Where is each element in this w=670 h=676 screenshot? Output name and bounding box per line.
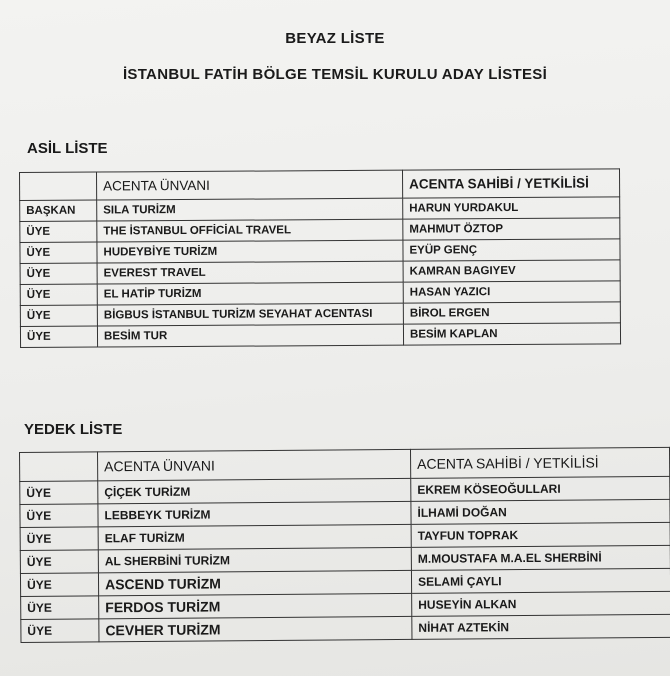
role-cell: ÜYE bbox=[20, 481, 98, 505]
table-row bbox=[21, 614, 670, 642]
agency-cell: ÇİÇEK TURİZM bbox=[98, 478, 411, 503]
role-column-header bbox=[20, 452, 98, 482]
owner-cell: MAHMUT ÖZTOP bbox=[403, 218, 620, 240]
table-header-row bbox=[20, 169, 620, 201]
owner-cell: BİROL ERGEN bbox=[403, 302, 620, 324]
agency-cell: AL SHERBİNİ TURİZM bbox=[98, 547, 411, 572]
agency-cell: FERDOS TURİZM bbox=[99, 593, 412, 618]
agency-cell: LEBBEYK TURİZM bbox=[98, 501, 411, 526]
owner-cell: HARUN YURDAKUL bbox=[403, 197, 620, 219]
role-cell: ÜYE bbox=[20, 305, 97, 326]
owner-cell: M.MOUSTAFA M.A.EL SHERBİNİ bbox=[411, 545, 670, 570]
agency-cell: ASCEND TURİZM bbox=[98, 570, 411, 595]
role-cell: ÜYE bbox=[20, 221, 97, 242]
document-subtitle: İSTANBUL FATİH BÖLGE TEMSİL KURULU ADAY LİSTESİ bbox=[122, 66, 548, 83]
role-cell: ÜYE bbox=[21, 619, 99, 643]
agency-cell: HUDEYBİYE TURİZM bbox=[97, 240, 403, 263]
owner-cell: EYÜP GENÇ bbox=[403, 239, 620, 261]
agency-cell: BESİM TUR bbox=[97, 324, 403, 347]
yedek-list-table bbox=[19, 447, 670, 643]
owner-cell: HASAN YAZICI bbox=[403, 281, 620, 303]
agency-cell: THE İSTANBUL OFFİCİAL TRAVEL bbox=[97, 219, 403, 242]
owner-cell: KAMRAN BAGIYEV bbox=[403, 260, 620, 282]
yedek-list-heading: YEDEK LİSTE bbox=[24, 421, 123, 438]
asil-list-heading: ASİL LİSTE bbox=[27, 140, 108, 157]
role-cell: ÜYE bbox=[20, 504, 98, 528]
agency-cell: BİGBUS İSTANBUL TURİZM SEYAHAT ACENTASI bbox=[97, 303, 403, 326]
role-cell: ÜYE bbox=[20, 550, 98, 574]
agency-cell: ELAF TURİZM bbox=[98, 524, 411, 549]
owner-cell: HUSEYİN ALKAN bbox=[412, 591, 670, 616]
agency-cell: EL HATİP TURİZM bbox=[97, 282, 403, 305]
role-cell: ÜYE bbox=[20, 242, 97, 263]
role-cell: ÜYE bbox=[20, 527, 98, 551]
document-title: BEYAZ LİSTE bbox=[285, 30, 385, 47]
role-cell: ÜYE bbox=[20, 263, 97, 284]
owner-column-header: ACENTA SAHİBİ / YETKİLİSİ bbox=[402, 169, 619, 198]
owner-column-header: ACENTA SAHİBİ / YETKİLİSİ bbox=[410, 447, 669, 478]
role-cell: BAŞKAN bbox=[20, 200, 97, 221]
role-cell: ÜYE bbox=[20, 284, 97, 305]
owner-cell: SELAMİ ÇAYLI bbox=[411, 568, 670, 593]
asil-list-table bbox=[19, 168, 621, 348]
role-cell: ÜYE bbox=[21, 596, 99, 620]
agency-column-header: ACENTA ÜNVANI bbox=[97, 170, 403, 200]
agency-cell: EVEREST TRAVEL bbox=[97, 261, 403, 284]
owner-cell: TAYFUN TOPRAK bbox=[411, 522, 670, 547]
agency-column-header: ACENTA ÜNVANI bbox=[98, 449, 411, 480]
owner-cell: İLHAMİ DOĞAN bbox=[411, 499, 670, 524]
owner-cell: NİHAT AZTEKİN bbox=[412, 614, 670, 639]
table-row bbox=[20, 323, 620, 348]
role-column-header bbox=[20, 172, 97, 200]
owner-cell: EKREM KÖSEOĞULLARI bbox=[411, 476, 670, 501]
agency-cell: SILA TURİZM bbox=[97, 198, 403, 221]
role-cell: ÜYE bbox=[20, 326, 97, 347]
agency-cell: CEVHER TURİZM bbox=[99, 616, 412, 641]
owner-cell: BESİM KAPLAN bbox=[403, 323, 620, 345]
role-cell: ÜYE bbox=[20, 573, 98, 597]
